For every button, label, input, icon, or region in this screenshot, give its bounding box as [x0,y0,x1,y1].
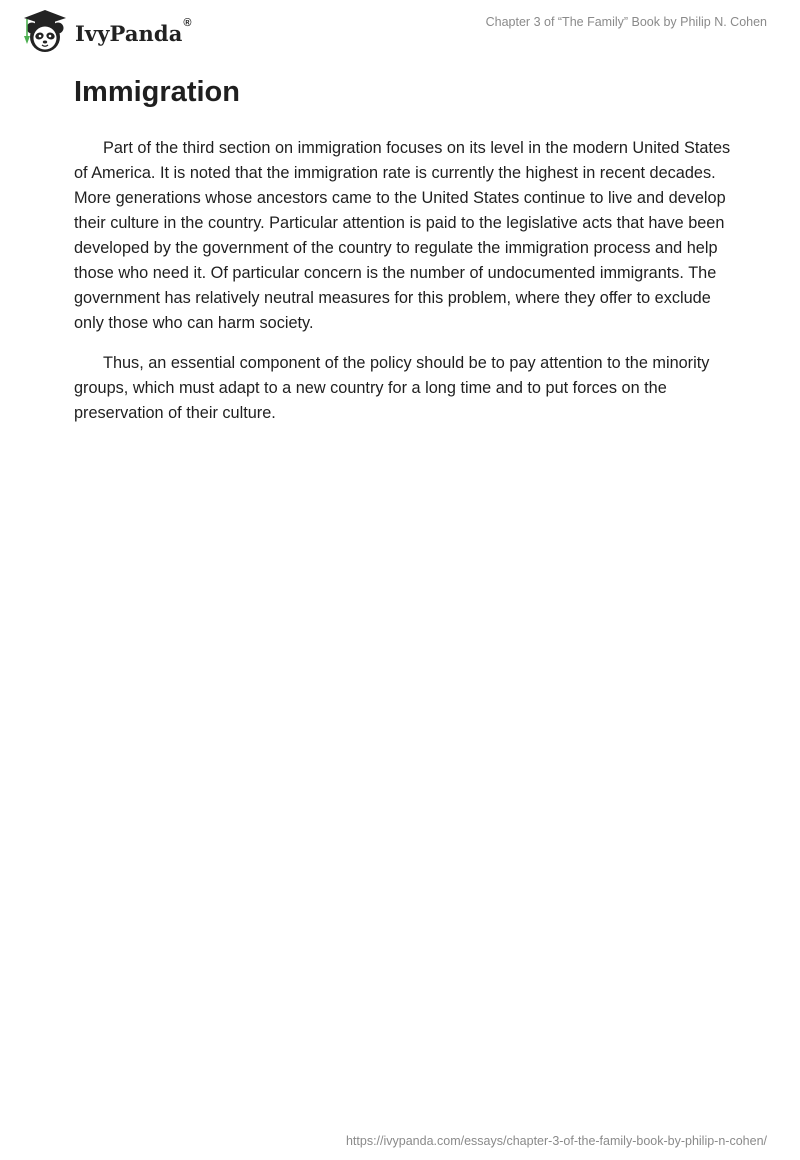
registered-mark: ® [183,16,192,29]
paragraph-2: Thus, an essential component of the policy should be to pay attention to the minority groups, which must adapt to a new country for a long time and to put forces on the preservation of their culture. [74,354,710,422]
ivypanda-logo[interactable] [16,8,192,56]
page-header [0,0,800,60]
running-title: Chapter 3 of “The Family” Book by Philip N. Cohen [485,15,767,29]
section-heading: Immigration [74,76,240,108]
panda-graduation-cap-icon [16,8,74,56]
logo-brand-name [75,16,192,46]
paragraph-1: Part of the third section on immigration focuses on its level in the modern United States of America. It is noted that the immigration rate is currently the highest in recent decades. More generations whose ancestors came to the United States continue to live and develop their culture in the country. Particular attention is paid to the legislative acts that have been developed by the government of the country to regulate the immigration process and help those who need it. Of particular concern is the number of undocumented immigrants. The government has relatively neutral measures for this problem, where they offer to exclude only those who can harm society. [74,139,731,332]
article-body [74,70,734,426]
source-url[interactable]: https://ivypanda.com/essays/chapter-3-of-the-family-book-by-philip-n-cohen/ [345,1134,767,1148]
logo-brand-text: IvyPanda [75,20,183,46]
